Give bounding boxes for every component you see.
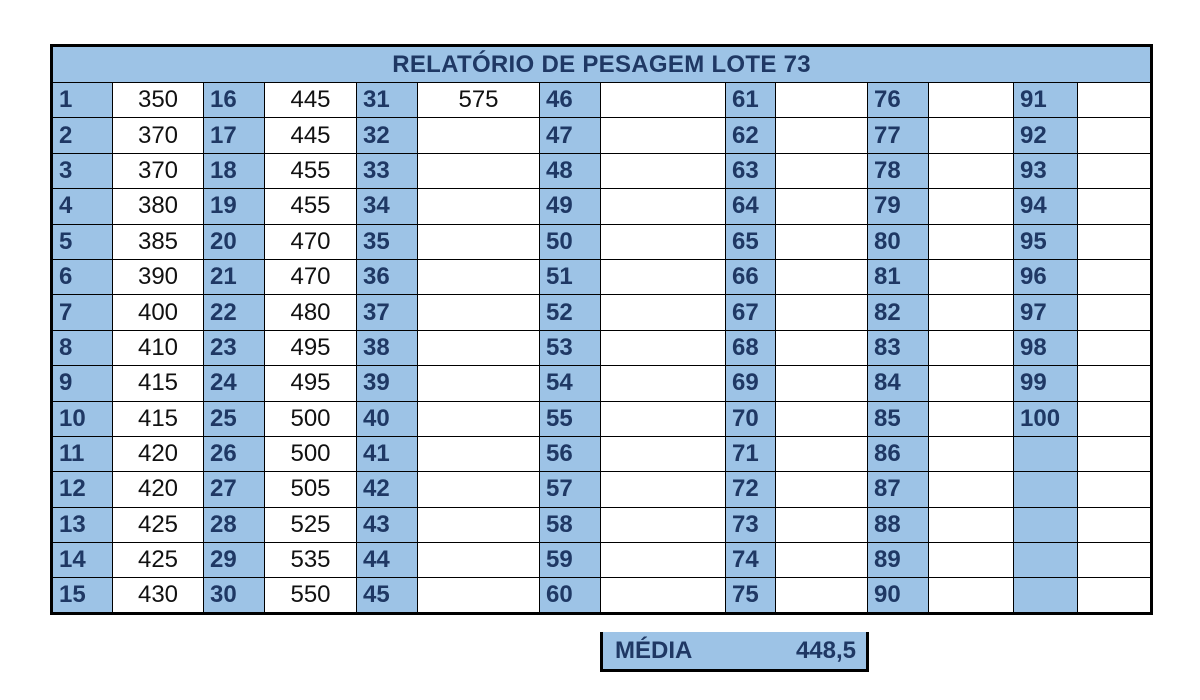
animal-number-cell: 58: [540, 507, 601, 542]
weight-cell[interactable]: [929, 543, 1014, 578]
animal-number-cell: [1014, 507, 1078, 542]
animal-number-cell: 66: [726, 259, 776, 294]
weight-cell[interactable]: [929, 83, 1014, 118]
animal-number-cell: 43: [357, 507, 418, 542]
animal-number-cell: 53: [540, 330, 601, 365]
weight-cell[interactable]: 350: [113, 83, 204, 118]
weight-cell[interactable]: [601, 507, 726, 542]
weight-cell[interactable]: [418, 118, 540, 153]
weight-cell[interactable]: 495: [265, 366, 357, 401]
animal-number-cell: 86: [868, 436, 929, 471]
animal-number-cell: 100: [1014, 401, 1078, 436]
weight-cell[interactable]: 400: [113, 295, 204, 330]
weight-cell[interactable]: 430: [113, 578, 204, 613]
animal-number-cell: 90: [868, 578, 929, 613]
animal-number-cell: 23: [204, 330, 265, 365]
weight-cell[interactable]: [601, 224, 726, 259]
weight-cell[interactable]: [929, 436, 1014, 471]
animal-number-cell: 22: [204, 295, 265, 330]
animal-number-cell: 14: [52, 543, 113, 578]
animal-number-cell: 6: [52, 259, 113, 294]
animal-number-cell: 72: [726, 472, 776, 507]
animal-number-cell: 4: [52, 189, 113, 224]
weight-cell[interactable]: 470: [265, 259, 357, 294]
animal-number-cell: 41: [357, 436, 418, 471]
animal-number-cell: 19: [204, 189, 265, 224]
weight-cell[interactable]: 575: [418, 83, 540, 118]
weight-cell[interactable]: [601, 189, 726, 224]
weight-cell[interactable]: [776, 118, 868, 153]
animal-number-cell: 55: [540, 401, 601, 436]
animal-number-cell: 8: [52, 330, 113, 365]
weight-cell[interactable]: [776, 189, 868, 224]
weight-cell[interactable]: [1078, 295, 1152, 330]
animal-number-cell: 2: [52, 118, 113, 153]
average-value: 448,5: [795, 636, 856, 664]
animal-number-cell: 33: [357, 153, 418, 188]
animal-number-cell: 82: [868, 295, 929, 330]
animal-number-cell: 89: [868, 543, 929, 578]
weight-cell[interactable]: 390: [113, 259, 204, 294]
table-row: [52, 118, 1152, 153]
animal-number-cell: [1014, 578, 1078, 613]
animal-number-cell: 31: [357, 83, 418, 118]
animal-number-cell: 7: [52, 295, 113, 330]
animal-number-cell: 50: [540, 224, 601, 259]
weight-cell[interactable]: [418, 224, 540, 259]
weight-cell[interactable]: [418, 295, 540, 330]
weight-cell[interactable]: [929, 366, 1014, 401]
weight-cell[interactable]: [418, 330, 540, 365]
title-row: [52, 46, 1152, 83]
weight-cell[interactable]: [1078, 507, 1152, 542]
report-title: RELATÓRIO DE PESAGEM LOTE 73: [52, 46, 1152, 83]
animal-number-cell: 52: [540, 295, 601, 330]
animal-number-cell: 34: [357, 189, 418, 224]
weight-cell[interactable]: [1078, 366, 1152, 401]
table-row: [52, 189, 1152, 224]
weight-cell[interactable]: 480: [265, 295, 357, 330]
animal-number-cell: 48: [540, 153, 601, 188]
weight-cell[interactable]: [929, 472, 1014, 507]
weight-cell[interactable]: [929, 507, 1014, 542]
animal-number-cell: 93: [1014, 153, 1078, 188]
weight-cell[interactable]: [1078, 543, 1152, 578]
animal-number-cell: 73: [726, 507, 776, 542]
animal-number-cell: [1014, 543, 1078, 578]
animal-number-cell: 32: [357, 118, 418, 153]
animal-number-cell: 27: [204, 472, 265, 507]
weight-cell[interactable]: [776, 472, 868, 507]
table-row: [52, 330, 1152, 365]
weight-cell[interactable]: 415: [113, 401, 204, 436]
table-row: [52, 224, 1152, 259]
weight-cell[interactable]: [776, 578, 868, 613]
table-row: [52, 295, 1152, 330]
table-row: [52, 153, 1152, 188]
weight-cell[interactable]: [776, 401, 868, 436]
animal-number-cell: 9: [52, 366, 113, 401]
animal-number-cell: 28: [204, 507, 265, 542]
animal-number-cell: 30: [204, 578, 265, 613]
animal-number-cell: 91: [1014, 83, 1078, 118]
weight-cell[interactable]: 380: [113, 189, 204, 224]
weight-cell[interactable]: [418, 153, 540, 188]
animal-number-cell: 45: [357, 578, 418, 613]
animal-number-cell: 63: [726, 153, 776, 188]
weight-cell[interactable]: [929, 189, 1014, 224]
average-label: MÉDIA: [615, 636, 693, 664]
weight-cell[interactable]: [1078, 578, 1152, 613]
weight-cell[interactable]: 370: [113, 118, 204, 153]
weight-cell[interactable]: [929, 330, 1014, 365]
weight-cell[interactable]: [929, 401, 1014, 436]
weight-cell[interactable]: 445: [265, 83, 357, 118]
weight-cell[interactable]: 470: [265, 224, 357, 259]
table-row: [52, 543, 1152, 578]
weight-cell[interactable]: [418, 189, 540, 224]
weight-cell[interactable]: [929, 578, 1014, 613]
animal-number-cell: 37: [357, 295, 418, 330]
animal-number-cell: 13: [52, 507, 113, 542]
animal-number-cell: 20: [204, 224, 265, 259]
animal-number-cell: 85: [868, 401, 929, 436]
animal-number-cell: 15: [52, 578, 113, 613]
weight-cell[interactable]: [601, 330, 726, 365]
average-box: [600, 632, 869, 672]
weight-cell[interactable]: [601, 295, 726, 330]
weight-cell[interactable]: [1078, 189, 1152, 224]
weight-cell[interactable]: 505: [265, 472, 357, 507]
animal-number-cell: 87: [868, 472, 929, 507]
weight-cell[interactable]: [418, 259, 540, 294]
weighing-table: [50, 44, 1153, 615]
weight-cell[interactable]: 500: [265, 401, 357, 436]
table-row: [52, 472, 1152, 507]
weight-cell[interactable]: [418, 507, 540, 542]
animal-number-cell: 78: [868, 153, 929, 188]
weight-cell[interactable]: [601, 543, 726, 578]
weight-cell[interactable]: [601, 436, 726, 471]
animal-number-cell: 75: [726, 578, 776, 613]
weight-cell[interactable]: [1078, 224, 1152, 259]
animal-number-cell: 94: [1014, 189, 1078, 224]
weight-cell[interactable]: 385: [113, 224, 204, 259]
animal-number-cell: 49: [540, 189, 601, 224]
weight-cell[interactable]: [418, 578, 540, 613]
animal-number-cell: 18: [204, 153, 265, 188]
weight-cell[interactable]: [1078, 259, 1152, 294]
weight-cell[interactable]: [418, 366, 540, 401]
weight-cell[interactable]: 445: [265, 118, 357, 153]
weight-cell[interactable]: 425: [113, 507, 204, 542]
animal-number-cell: 25: [204, 401, 265, 436]
weight-cell[interactable]: 550: [265, 578, 357, 613]
animal-number-cell: 65: [726, 224, 776, 259]
table-row: [52, 366, 1152, 401]
weight-cell[interactable]: [1078, 330, 1152, 365]
animal-number-cell: 97: [1014, 295, 1078, 330]
weight-cell[interactable]: [1078, 153, 1152, 188]
animal-number-cell: 29: [204, 543, 265, 578]
weight-cell[interactable]: [601, 153, 726, 188]
animal-number-cell: 98: [1014, 330, 1078, 365]
animal-number-cell: 10: [52, 401, 113, 436]
animal-number-cell: 35: [357, 224, 418, 259]
weight-cell[interactable]: [601, 401, 726, 436]
weight-cell[interactable]: [929, 259, 1014, 294]
weight-cell[interactable]: [418, 543, 540, 578]
weight-cell[interactable]: 495: [265, 330, 357, 365]
animal-number-cell: 44: [357, 543, 418, 578]
animal-number-cell: 84: [868, 366, 929, 401]
animal-number-cell: 57: [540, 472, 601, 507]
animal-number-cell: 68: [726, 330, 776, 365]
animal-number-cell: 3: [52, 153, 113, 188]
weight-cell[interactable]: [776, 153, 868, 188]
weight-cell[interactable]: [776, 295, 868, 330]
animal-number-cell: 61: [726, 83, 776, 118]
animal-number-cell: 54: [540, 366, 601, 401]
weight-cell[interactable]: 535: [265, 543, 357, 578]
weight-cell[interactable]: [1078, 83, 1152, 118]
weight-cell[interactable]: [776, 366, 868, 401]
weight-cell[interactable]: [418, 436, 540, 471]
animal-number-cell: 83: [868, 330, 929, 365]
animal-number-cell: [1014, 436, 1078, 471]
animal-number-cell: 24: [204, 366, 265, 401]
weight-cell[interactable]: [1078, 118, 1152, 153]
animal-number-cell: 39: [357, 366, 418, 401]
weight-cell[interactable]: [1078, 401, 1152, 436]
animal-number-cell: 70: [726, 401, 776, 436]
weight-cell[interactable]: [776, 83, 868, 118]
animal-number-cell: 1: [52, 83, 113, 118]
weight-cell[interactable]: 500: [265, 436, 357, 471]
table-row: [52, 83, 1152, 118]
weight-cell[interactable]: [601, 578, 726, 613]
animal-number-cell: 51: [540, 259, 601, 294]
animal-number-cell: 16: [204, 83, 265, 118]
animal-number-cell: 5: [52, 224, 113, 259]
weight-cell[interactable]: [929, 224, 1014, 259]
weight-cell[interactable]: 420: [113, 472, 204, 507]
animal-number-cell: 36: [357, 259, 418, 294]
animal-number-cell: 64: [726, 189, 776, 224]
weight-cell[interactable]: [418, 401, 540, 436]
animal-number-cell: 67: [726, 295, 776, 330]
table-row: [52, 436, 1152, 471]
animal-number-cell: 92: [1014, 118, 1078, 153]
table-row: [52, 401, 1152, 436]
animal-number-cell: 96: [1014, 259, 1078, 294]
table-row: [52, 507, 1152, 542]
weight-cell[interactable]: [1078, 472, 1152, 507]
weight-cell[interactable]: 415: [113, 366, 204, 401]
weight-cell[interactable]: [601, 83, 726, 118]
animal-number-cell: 21: [204, 259, 265, 294]
weight-cell[interactable]: 425: [113, 543, 204, 578]
weight-cell[interactable]: [929, 153, 1014, 188]
weight-cell[interactable]: [929, 118, 1014, 153]
weight-cell[interactable]: [1078, 436, 1152, 471]
weight-cell[interactable]: 420: [113, 436, 204, 471]
animal-number-cell: 56: [540, 436, 601, 471]
weight-cell[interactable]: [929, 295, 1014, 330]
weight-cell[interactable]: [776, 330, 868, 365]
animal-number-cell: 59: [540, 543, 601, 578]
weight-cell[interactable]: [418, 472, 540, 507]
weight-cell[interactable]: [601, 366, 726, 401]
animal-number-cell: 99: [1014, 366, 1078, 401]
animal-number-cell: 79: [868, 189, 929, 224]
weight-cell[interactable]: 525: [265, 507, 357, 542]
animal-number-cell: 60: [540, 578, 601, 613]
weighing-report: [50, 44, 1150, 664]
animal-number-cell: 77: [868, 118, 929, 153]
weight-cell[interactable]: [601, 118, 726, 153]
animal-number-cell: 95: [1014, 224, 1078, 259]
weight-cell[interactable]: [776, 259, 868, 294]
animal-number-cell: 38: [357, 330, 418, 365]
animal-number-cell: 12: [52, 472, 113, 507]
animal-number-cell: 74: [726, 543, 776, 578]
table-row: [52, 259, 1152, 294]
weight-cell[interactable]: [601, 259, 726, 294]
animal-number-cell: 88: [868, 507, 929, 542]
animal-number-cell: [1014, 472, 1078, 507]
weight-cell[interactable]: 455: [265, 153, 357, 188]
animal-number-cell: 26: [204, 436, 265, 471]
animal-number-cell: 46: [540, 83, 601, 118]
animal-number-cell: 71: [726, 436, 776, 471]
weight-cell[interactable]: 410: [113, 330, 204, 365]
weight-cell[interactable]: [776, 507, 868, 542]
animal-number-cell: 11: [52, 436, 113, 471]
weight-cell[interactable]: 455: [265, 189, 357, 224]
table-row: [52, 578, 1152, 613]
animal-number-cell: 62: [726, 118, 776, 153]
animal-number-cell: 47: [540, 118, 601, 153]
weight-cell[interactable]: [776, 436, 868, 471]
weight-cell[interactable]: [776, 224, 868, 259]
weight-cell[interactable]: [776, 543, 868, 578]
animal-number-cell: 81: [868, 259, 929, 294]
animal-number-cell: 42: [357, 472, 418, 507]
weight-cell[interactable]: 370: [113, 153, 204, 188]
animal-number-cell: 69: [726, 366, 776, 401]
animal-number-cell: 76: [868, 83, 929, 118]
weight-cell[interactable]: [601, 472, 726, 507]
animal-number-cell: 17: [204, 118, 265, 153]
animal-number-cell: 40: [357, 401, 418, 436]
animal-number-cell: 80: [868, 224, 929, 259]
